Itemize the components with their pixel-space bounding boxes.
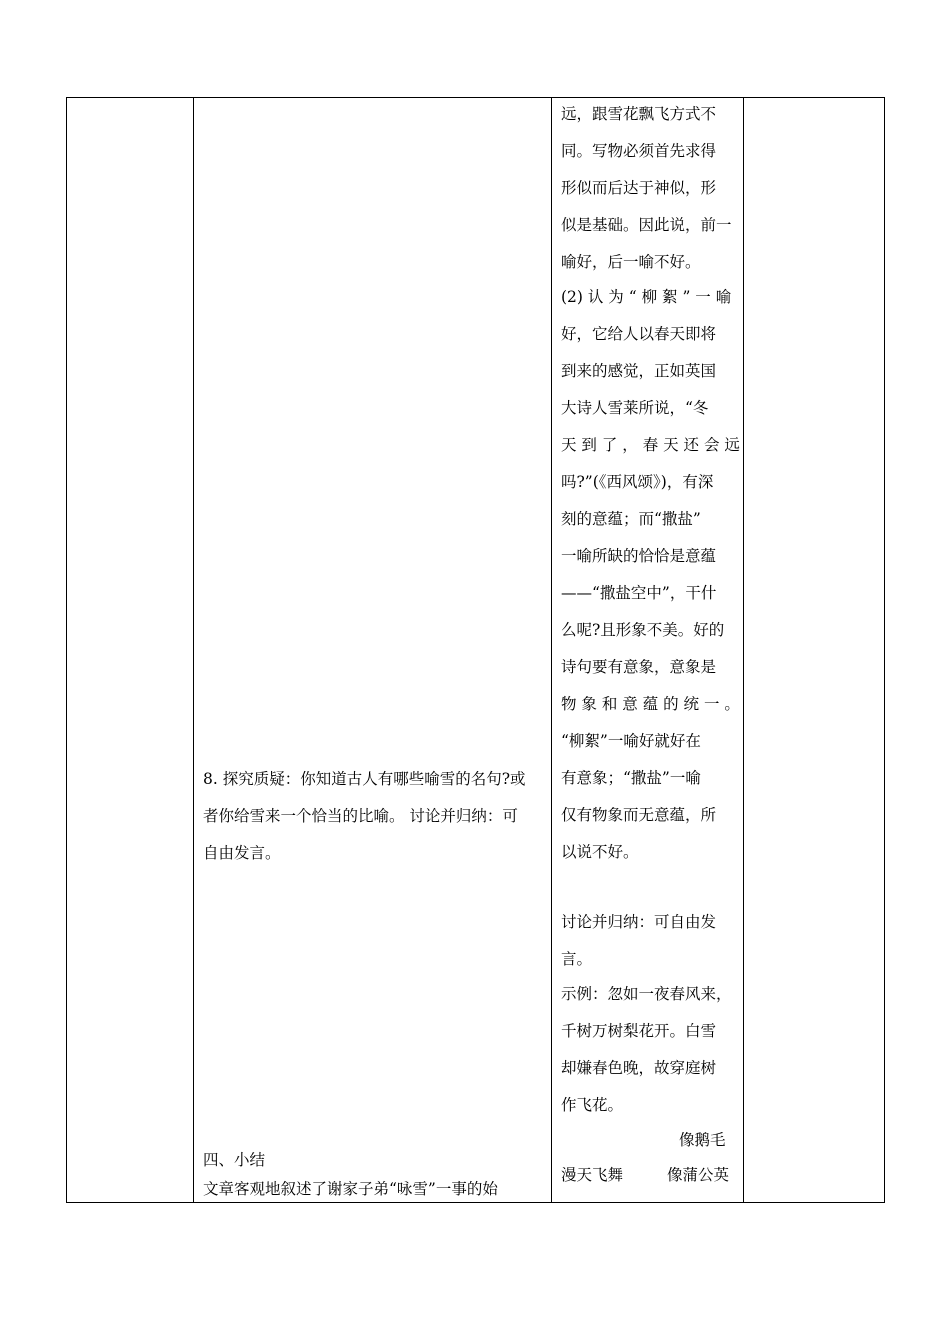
answer-line: 仅有物象而无意蕴，所 xyxy=(561,806,717,824)
summary-heading: 四、小结 xyxy=(203,1151,266,1169)
answer-line: 诗句要有意象，意象是 xyxy=(561,658,717,676)
metaphor-fly-around: 漫天飞舞 xyxy=(561,1166,624,1184)
table-cell-col4 xyxy=(743,98,886,1202)
answer-line: 吗?”(《西风颂》)，有深 xyxy=(561,473,714,491)
q8-line-1: 8. 探究质疑：你知道古人有哪些喻雪的名句?或 xyxy=(203,770,526,788)
q8-line-2: 者你给雪来一个恰当的比喻。 讨论并归纳：可 xyxy=(203,807,518,825)
metaphor-dandelion: 像蒲公英 xyxy=(667,1166,730,1184)
answer-line: 似是基础。因此说，前一 xyxy=(561,216,732,234)
answer-line: 以说不好。 xyxy=(561,843,639,861)
answer-line: 形似而后达于神似，形 xyxy=(561,179,717,197)
answer-line: 好，它给人以春天即将 xyxy=(561,325,717,343)
table-cell-col3 xyxy=(67,98,743,1202)
answer-line: 有意象；“撒盐”一喻 xyxy=(561,769,701,787)
answer-line: “柳絮”一喻好就好在 xyxy=(561,732,701,750)
discuss-line: 言。 xyxy=(561,950,593,968)
answer-line: (2) 认 为 “ 柳 絮 ” 一 喻 xyxy=(561,288,732,306)
answer-line: ——“撒盐空中”，干什 xyxy=(561,584,717,602)
q8-line-3: 自由发言。 xyxy=(203,844,281,862)
example-line: 千树万树梨花开。白雪 xyxy=(561,1022,717,1040)
answer-line: 天 到 了 ， 春 天 还 会 远 xyxy=(561,436,740,454)
example-line: 却嫌春色晚，故穿庭树 xyxy=(561,1059,717,1077)
answer-line: 刻的意蕴；而“撒盐” xyxy=(561,510,701,528)
answer-line: 远，跟雪花飘飞方式不 xyxy=(561,105,717,123)
metaphor-goose-feather: 像鹅毛 xyxy=(679,1131,726,1149)
discuss-line: 讨论并归纳：可自由发 xyxy=(561,913,717,931)
answer-line: 大诗人雪莱所说，“冬 xyxy=(561,399,709,417)
answer-line: 物 象 和 意 蕴 的 统 一 。 xyxy=(561,695,740,713)
answer-line: 到来的感觉，正如英国 xyxy=(561,362,717,380)
example-line: 示例：忽如一夜春风来， xyxy=(561,985,732,1003)
example-line: 作飞花。 xyxy=(561,1096,624,1114)
answer-line: 一喻所缺的恰恰是意蕴 xyxy=(561,547,717,565)
answer-line: 同。写物必须首先求得 xyxy=(561,142,717,160)
summary-line: 文章客观地叙述了谢家子弟“咏雪”一事的始 xyxy=(203,1180,498,1198)
lesson-table xyxy=(66,97,885,1203)
answer-line: 喻好，后一喻不好。 xyxy=(561,253,701,271)
answer-line: 么呢?且形象不美。好的 xyxy=(561,621,725,639)
